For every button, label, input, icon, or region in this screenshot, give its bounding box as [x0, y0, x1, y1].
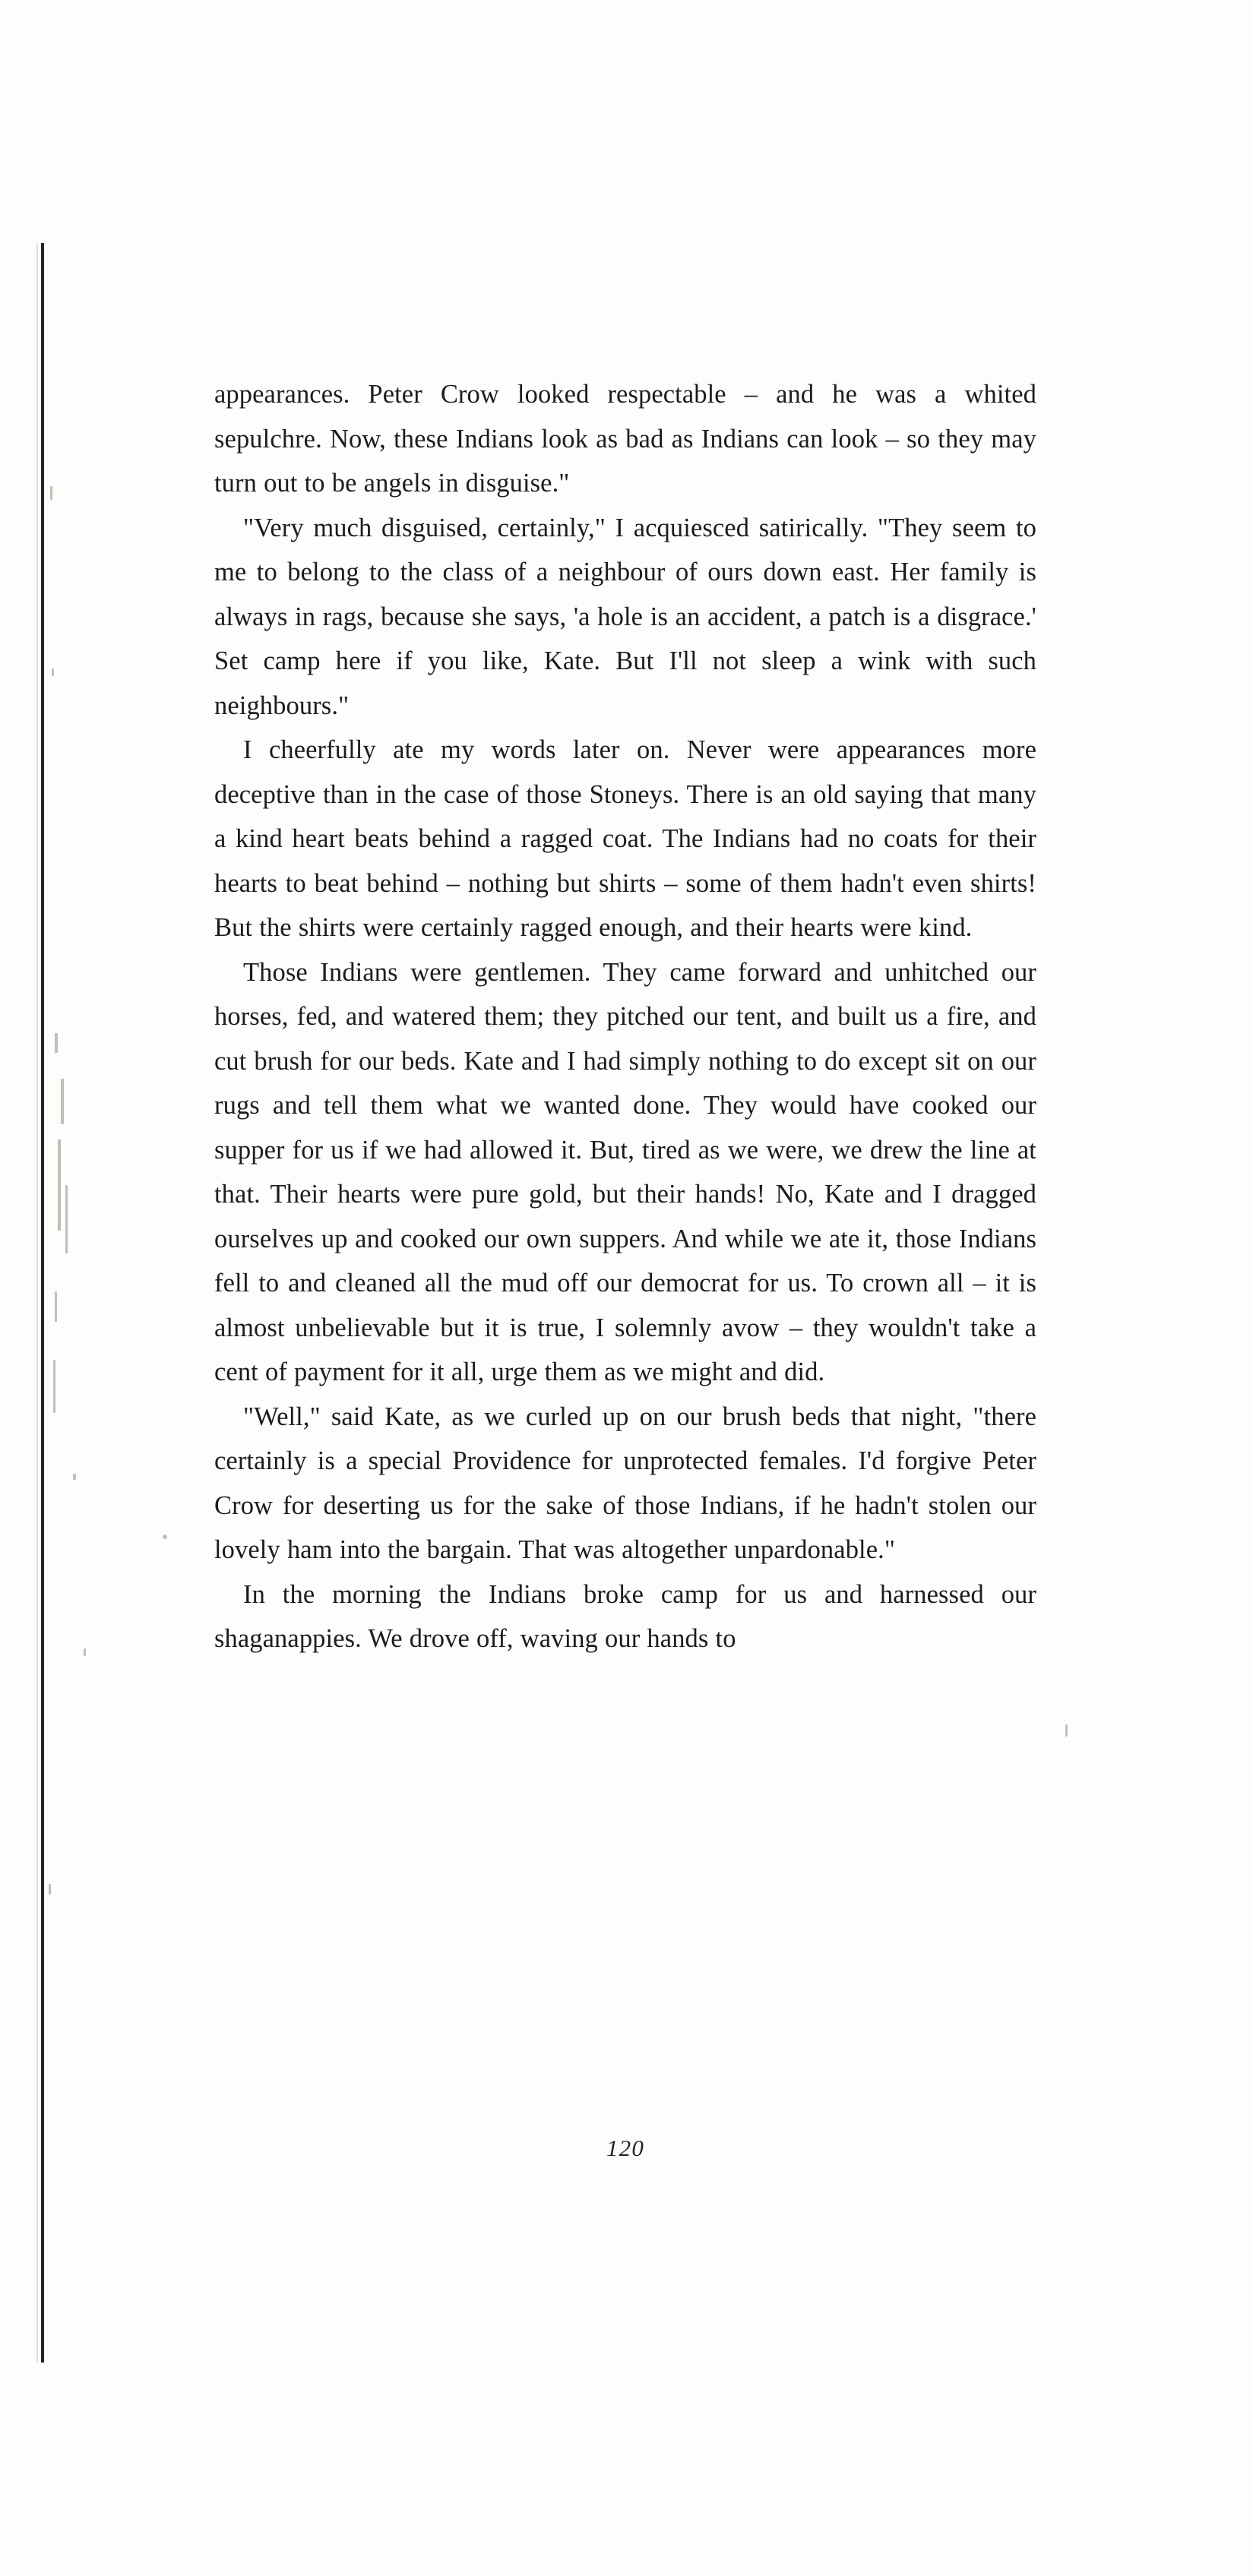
- paragraph: Those Indians were gentlemen. They came forward and unhitched our horses, fed, and watered them; they pitched our tent, and built us a fire, and cut brush for our beds. Kate and I had simply nothing to do except sit on our rugs and tell them what we wanted done. They would have cooked our supper for us if we had allowed it. But, tired as we were, we drew the line at that. Their hearts were pure gold, but their hands! No, Kate and I dragged ourselves up and cooked our own suppers. And while we ate it, those Indians fell to and cleaned all the mud off our democrat for us. To crown all – it is almost unbelievable but it is true, I solemnly avow – they wouldn't take a cent of payment for it all, urge them as we might and did.: [214, 957, 1036, 1386]
- scan-speck: [65, 1185, 68, 1253]
- paragraph: appearances. Peter Crow looked respectable – and he was a whited sepulchre. Now, these Indians look as bad as Indians can look – so they may turn out to be angels in disguise.": [214, 380, 1036, 498]
- scan-speck: [1065, 1724, 1068, 1737]
- scan-speck: [73, 1474, 76, 1480]
- paragraph: In the morning the Indians broke camp for us and harnessed our shaganappies. We drove off, waving our hands to: [214, 1579, 1036, 1653]
- paragraph: I cheerfully ate my words later on. Never were appearances more deceptive than in the case of those Stoneys. There is an old saying that many a kind heart beats behind a ragged coat. The Indians had no coats for their hearts to beat behind – nothing but shirts – some of them hadn't even shirts! But the shirts were certainly ragged enough, and their hearts were kind.: [214, 735, 1036, 942]
- scan-speck: [50, 486, 52, 500]
- scan-speck: [58, 1139, 61, 1231]
- scan-speck: [61, 1079, 64, 1124]
- paragraph: "Very much disguised, certainly," I acquiesced satirically. "They seem to me to belong to the class of a neighbour of ours down east. Her family is always in rags, because she says, 'a hole is an accident, a patch is a disgrace.' Set camp here if you like, Kate. But I'll not sleep a wink with such neighbours.": [214, 513, 1036, 720]
- scan-speck: [84, 1648, 86, 1656]
- scan-speck: [52, 668, 54, 676]
- gutter-shadow: [36, 243, 38, 2363]
- paragraph: "Well," said Kate, as we curled up on our brush beds that night, "there certainly is a special Providence for unprotected females. I'd forgive Peter Crow for deserting us for the sake of those Indians, if he hadn't stolen our lovely ham into the bargain. That was altogether unpardonable.": [214, 1402, 1036, 1564]
- body-text: [214, 372, 1036, 1661]
- page-number: 120: [606, 2135, 645, 2161]
- scan-speck: [53, 1360, 55, 1413]
- scan-speck: [55, 1291, 57, 1322]
- scan-speck: [55, 1033, 58, 1053]
- scan-speck: [163, 1535, 167, 1539]
- gutter-line: [41, 243, 44, 2363]
- scan-speck: [49, 1884, 51, 1895]
